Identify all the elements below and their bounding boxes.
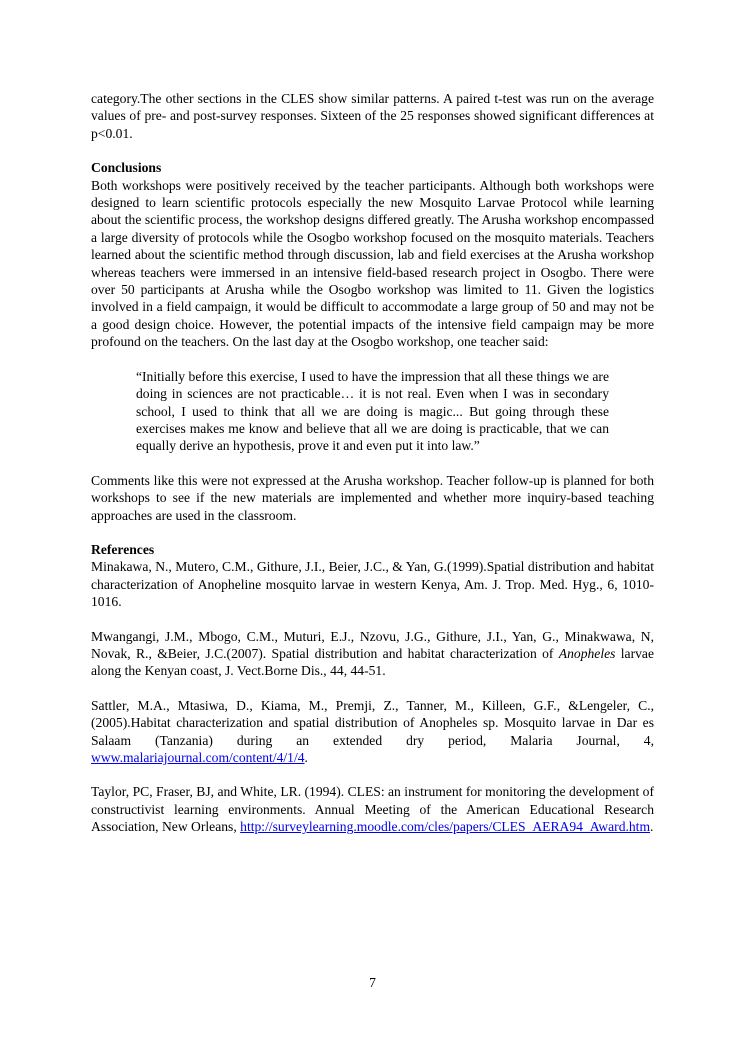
reference-minakawa: Minakawa, N., Mutero, C.M., Githure, J.I., Beier, J.C., & Yan, G.(1999).Spatial distribution and habitat characterization of Anopheline mosquito larvae in western Kenya, Am. J. Trop. Med. Hyg., 6, 1010-1016.	[91, 559, 654, 610]
references-heading: References	[91, 541, 155, 557]
teacher-quote: “Initially before this exercise, I used to have the impression that all these things we are doing in sciences are not practicable… it is not real. Even when I was in secondary school, I used to think that all we are doing is magic... But going through these exercises makes me know and believe that all we are doing is practicable, that we can equally derive an hypothesis, prove it and even put it into law.”	[136, 368, 609, 454]
reference-text: Sattler, M.A., Mtasiwa, D., Kiama, M., Premji, Z., Tanner, M., Killeen, G.F., &Lengeler, C., (2005).Habitat characterization and spatial distribution of Anopheles sp. Mosquito larvae in Dar es Salaam (Tanzania) during an extended dry period, Malaria Journal, 4,	[91, 697, 654, 748]
reference-taylor	[91, 783, 654, 835]
intro-paragraph: category.The other sections in the CLES show similar patterns. A paired t-test was run on the average values of pre- and post-survey responses. Sixteen of the 25 responses showed significant differences at p<0.01.	[91, 91, 654, 141]
species-name: Anopheles	[558, 645, 616, 661]
reference-mwangangi	[91, 628, 654, 680]
reference-text: Taylor, PC, Fraser, BJ, and White, LR. (1994). CLES: an instrument for monitoring the development of constructivist learning environments. Annual Meeting of the American Educational Research Association, New Orleans,	[91, 784, 654, 835]
reference-text: Mwangangi, J.M., Mbogo, C.M., Muturi, E.J., Nzovu, J.G., Githure, J.I., Yan, G., Minakwawa, N, Novak, R., &Beier, J.C.(2007). Spatial distribution and habitat characterization of	[91, 628, 654, 661]
spacer	[91, 455, 654, 472]
page-body	[91, 90, 654, 836]
spacer	[91, 766, 654, 783]
reference-end: .	[650, 819, 654, 835]
reference-end: .	[304, 750, 308, 765]
conclusions-paragraph: Both workshops were positively received by the teacher participants. Although both workshops were designed to learn scientific protocols especially the new Mosquito Larvae Protocol while learning about the scientific process, the workshop designs differed greatly. The Arusha workshop encompassed a large diversity of protocols while the Osogbo workshop focused on the mosquito materials. Teachers learned about the scientific method through discussion, lab and field exercises at the Arusha workshop whereas teachers were immersed in an intensive field-based research project in Osogbo. There were over 50 participants at Arusha while the Osogbo workshop was limited to 11. Given the logistics involved in a field campaign, it would be difficult to accommodate a large group of 50 and may not be a good design choice. However, the potential impacts of the intensive field campaign may be more profound on the teachers. On the last day at the Osogbo workshop, one teacher said:	[91, 177, 654, 350]
malaria-journal-link[interactable]: www.malariajournal.com/content/4/1/4	[91, 750, 305, 765]
reference-sattler	[91, 697, 654, 767]
spacer	[91, 524, 654, 541]
page-number: 7	[369, 975, 376, 990]
closing-paragraph: Comments like this were not expressed at the Arusha workshop. Teacher follow-up is planned for both workshops to see if the new materials are implemented and whether more inquiry-based teaching approaches are used in the classroom.	[91, 472, 654, 523]
spacer	[91, 611, 654, 628]
spacer	[91, 142, 654, 159]
conclusions-heading: Conclusions	[91, 160, 162, 176]
spacer	[91, 680, 654, 697]
spacer	[91, 351, 654, 368]
reference-text: larvae along the Kenyan coast, J. Vect.Borne Dis., 44, 44-51.	[91, 645, 654, 679]
cles-paper-link[interactable]: http://surveylearning.moodle.com/cles/papers/CLES_AERA94_Award.htm	[240, 819, 651, 835]
